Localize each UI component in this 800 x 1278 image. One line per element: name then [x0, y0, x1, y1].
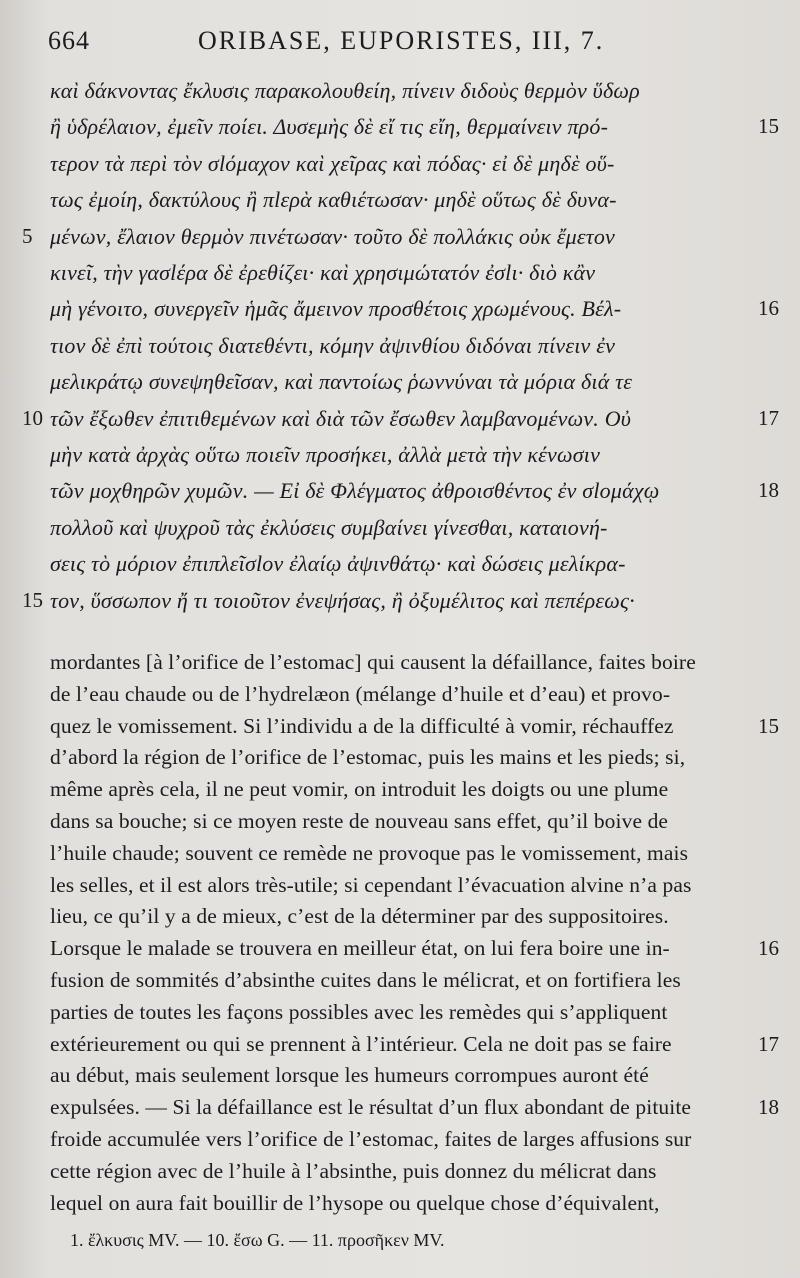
- line-number-right: 17: [758, 1031, 779, 1056]
- french-line: [0, 650, 800, 684]
- greek-line-text: μελικράτῳ συνεψηθεῖσαν, καὶ παντοίως ῥωννύναι τὰ μόρια διά τε: [50, 369, 633, 395]
- french-line-text: lequel on aura fait bouillir de l’hysope ou quelque chose d’équivalent,: [50, 1190, 660, 1215]
- french-line-text: expulsées. — Si la défaillance est le résultat d’un flux abondant de pituite: [50, 1095, 692, 1120]
- french-line: [0, 1063, 800, 1097]
- french-line-text: quez le vomissement. Si l’individu a de la difficulté à vomir, réchauffez: [50, 713, 674, 738]
- french-line-text: d’abord la région de l’orifice de l’estomac, puis les mains et les pieds; si,: [50, 745, 686, 770]
- greek-line-text: τερον τὰ περὶ τὸν σlόμαχον καὶ χεῖρας καὶ πόδας· εἰ δὲ μηδὲ οὕ-: [50, 150, 615, 176]
- french-line: [0, 841, 800, 875]
- french-line-text: de l’eau chaude ou de l’hydrelæon (mélange d’huile et d’eau) et provo-: [50, 681, 671, 706]
- greek-line-text: τῶν μοχθηρῶν χυμῶν. — Εἰ δὲ Φλέγματος ἀθροισθέντος ἐν σlομάχῳ: [50, 478, 660, 504]
- greek-line-text: μὴν κατὰ ἀρχὰς οὕτω ποιεῖν προσήκει, ἀλλὰ μετὰ τὴν κένωσιν: [50, 442, 601, 467]
- french-line: [0, 1127, 800, 1161]
- greek-line: [0, 442, 800, 476]
- french-line-text: même après cela, il ne peut vomir, on introduit les doigts ou une plume: [50, 777, 669, 802]
- french-line: [0, 1191, 800, 1225]
- greek-line-text: μένων, ἔλαιον θερμὸν πινέτωσαν· τοῦτο δὲ πολλάκις οὐκ ἔμετον: [50, 223, 616, 249]
- french-line-text: fusion de sommités d’absinthe cuites dans le mélicrat, et on fortifiera les: [50, 968, 681, 992]
- running-title: ORIBASE, EUPORISTES, III, 7.: [198, 26, 605, 55]
- french-line-text: mordantes [à l’orifice de l’estomac] qui causent la défaillance, faites boire: [50, 650, 696, 674]
- french-line: [0, 1000, 800, 1034]
- greek-line-text: τον, ὕσσωπον ἤ τι τοιοῦτον ἐνεψήσας, ἢ ὀξυμέλιτος καὶ πεπέρεως·: [50, 587, 635, 613]
- french-line-text: cette région avec de l’huile à l’absinthe, puis donnez du mélicrat dans: [50, 1158, 657, 1183]
- french-line: [0, 1095, 800, 1129]
- french-line-text: dans sa bouche; si ce moyen reste de nouveau sans effet, qu’il boive de: [50, 809, 669, 833]
- french-line-text: extérieurement ou qui se prennent à l’intérieur. Cela ne doit pas se faire: [50, 1031, 672, 1056]
- french-line: [0, 777, 800, 811]
- french-line-text: Lorsque le malade se trouvera en meilleur état, on lui fera boire une in-: [50, 936, 670, 961]
- greek-line: [0, 151, 800, 185]
- french-line: [0, 1032, 800, 1066]
- greek-line: [0, 224, 800, 258]
- french-line-text: parties de toutes les façons possibles avec les remèdes qui s’appliquent: [50, 999, 668, 1024]
- greek-line-text: τῶν ἔξωθεν ἐπιτιθεμένων καὶ διὰ τῶν ἔσωθεν λαμβανομένων. Οὐ: [50, 405, 632, 431]
- page-number: 664: [48, 26, 90, 55]
- french-line: [0, 904, 800, 938]
- french-line: [0, 1159, 800, 1193]
- greek-line: [0, 478, 800, 512]
- greek-line-text: καὶ δάκνοντας ἔκλυσις παρακολουθείη, πίνειν διδοὺς θερμὸν ὕδωρ: [50, 78, 640, 103]
- greek-line-text: τιον δὲ ἐπὶ τούτοις διατεθέντι, κόμην ἀψινθίου διδόναι πίνειν ἐν: [50, 332, 616, 358]
- footnote: 1. ἔλκυσις MV. — 10. ἔσω G. — 11. προσῆκεν MV.: [70, 1230, 445, 1250]
- greek-line: [0, 551, 800, 585]
- line-number-right: 15: [758, 713, 779, 738]
- french-line: [0, 936, 800, 970]
- greek-line: [0, 187, 800, 221]
- french-line: [0, 682, 800, 716]
- greek-line: [0, 588, 800, 622]
- greek-line-text: κινεῖ, τὴν γασlέρα δὲ ἐρεθίζει· καὶ χρησιμώτατόν ἐσlι· διὸ κἂν: [50, 260, 596, 285]
- french-line: [0, 873, 800, 907]
- line-number-right: 18: [758, 1095, 779, 1120]
- line-number-left: 15: [22, 587, 43, 612]
- french-line: [0, 714, 800, 748]
- line-number-left: 5: [22, 223, 33, 248]
- greek-line: [0, 296, 800, 330]
- line-number-left: 10: [22, 405, 43, 430]
- greek-line: [0, 260, 800, 294]
- page-header: [48, 24, 768, 64]
- greek-line-text: ἢ ὑδρέλαιον, ἐμεῖν ποίει. Δυσεμὴς δὲ εἴ τις εἴη, θερμαίνειν πρό-: [50, 114, 609, 140]
- line-number-right: 16: [758, 296, 779, 321]
- french-line-text: l’huile chaude; souvent ce remède ne provoque pas le vomissement, mais: [50, 840, 689, 865]
- greek-line: [0, 515, 800, 549]
- line-number-right: 18: [758, 478, 779, 503]
- greek-line-text: τως ἐμοίη, δακτύλους ἢ πlερὰ καθιέτωσαν· μηδὲ οὕτως δὲ δυνα-: [50, 187, 617, 213]
- greek-line: [0, 333, 800, 367]
- greek-line: [0, 369, 800, 403]
- french-line: [0, 745, 800, 779]
- french-line-text: au début, mais seulement lorsque les humeurs corrompues auront été: [50, 1063, 649, 1088]
- greek-line-text: πολλοῦ καὶ ψυχροῦ τὰς ἐκλύσεις συμβαίνει γίνεσθαι, καταιονή-: [50, 514, 608, 540]
- line-number-right: 15: [758, 114, 779, 139]
- french-line-text: froide accumulée vers l’orifice de l’estomac, faites de larges affusions sur: [50, 1127, 692, 1151]
- greek-line: [0, 114, 800, 148]
- french-line: [0, 809, 800, 843]
- french-line-text: lieu, ce qu’il y a de mieux, c’est de la déterminer par des suppositoires.: [50, 904, 669, 929]
- line-number-right: 16: [758, 936, 779, 961]
- greek-line-text: σεις τὸ μόριον ἐπιπλεῖσlον ἐλαίῳ ἀψινθάτῳ· καὶ δώσεις μελίκρα-: [50, 551, 626, 577]
- french-line: [0, 968, 800, 1002]
- greek-line: [0, 78, 800, 112]
- greek-line-text: μὴ γένοιτο, συνεργεῖν ἡμᾶς ἄμεινον προσθέτοις χρωμένους. Βέλ-: [50, 296, 622, 322]
- french-line-text: les selles, et il est alors très-utile; si cependant l’évacuation alvine n’a pas: [50, 872, 692, 897]
- greek-line: [0, 406, 800, 440]
- line-number-right: 17: [758, 405, 779, 430]
